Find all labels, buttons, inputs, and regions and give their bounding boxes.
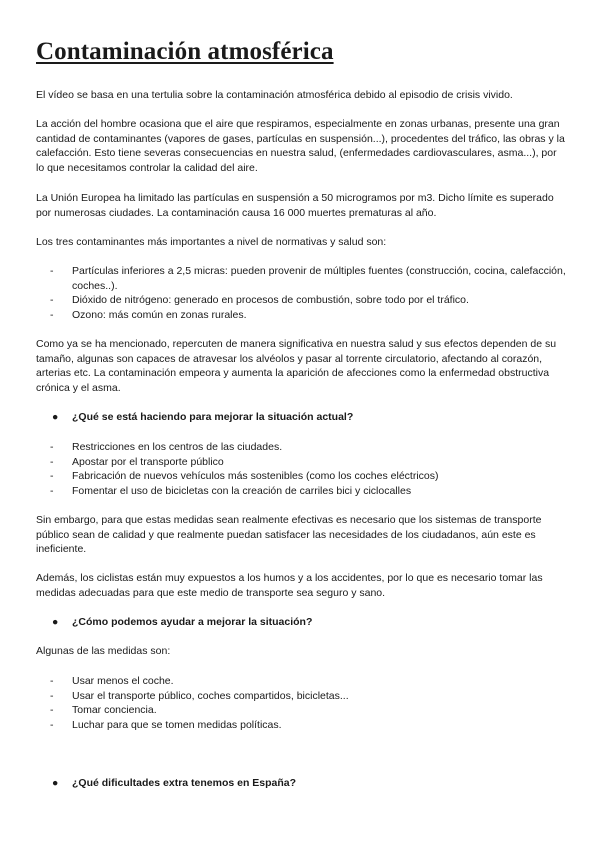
measures-intro: Algunas de las medidas son:: [36, 645, 171, 657]
list-item: - Apostar por el transporte público: [36, 455, 566, 470]
human-action-paragraph: La acción del hombre ocasiona que el aire que respiramos, especialmente en zonas urbanas, presente una gran cantidad de contaminantes (vapores de gases, partículas en suspensión...), procedentes del tráfico, las obras y la calefacción. Esto tiene severas consecuencias en nuestra salud, (enfermedades cardiovasculares, asma...), por lo que necesitamos controlar la calidad del aire.: [36, 118, 565, 174]
bullet-icon: ●: [52, 411, 59, 423]
list-item: - Usar menos el coche.: [36, 674, 566, 689]
measures-list: [36, 674, 566, 732]
contaminants-list: [36, 264, 566, 322]
list-item: - Partículas inferiores a 2,5 micras: pueden provenir de múltiples fuentes (construcción, cocina, calefacción, coches..).: [36, 264, 566, 293]
question-text: ¿Qué dificultades extra tenemos en España?: [72, 777, 297, 789]
list-item: - Usar el transporte público, coches compartidos, bicicletas...: [36, 689, 566, 704]
question-heading-how-to-help: [36, 615, 600, 630]
question-heading-spain-difficulties: [36, 776, 600, 791]
bullet-icon: ●: [52, 777, 59, 789]
question-heading-current-situation: [36, 410, 600, 425]
question-text: ¿Cómo podemos ayudar a mejorar la situación?: [72, 616, 313, 628]
intro-paragraph: El vídeo se basa en una tertulia sobre la contaminación atmosférica debido al episodio de crisis vivido.: [36, 89, 513, 101]
contaminants-intro: Los tres contaminantes más importantes a nivel de normativas y salud son:: [36, 236, 387, 248]
page-title: Contaminación atmosférica: [36, 38, 334, 65]
bullet-icon: ●: [52, 616, 59, 628]
cyclists-paragraph: Además, los ciclistas están muy expuestos a los humos y a los accidentes, por lo que es necesario tomar las medidas adecuadas para que este medio de transporte sea seguro y sano.: [36, 572, 543, 599]
list-item: - Tomar conciencia.: [36, 703, 566, 718]
public-transport-paragraph: Sin embargo, para que estas medidas sean realmente efectivas es necesario que los sistemas de transporte público sean de calidad y que realmente puedan satisfacer las necesidades de los ciudadanos, aún este es ineficiente.: [36, 514, 542, 556]
question-text: ¿Qué se está haciendo para mejorar la situación actual?: [72, 411, 354, 423]
list-item: - Dióxido de nitrógeno: generado en procesos de combustión, sobre todo por el tráfico.: [36, 293, 566, 308]
health-effects-paragraph: Como ya se ha mencionado, repercuten de manera significativa en nuestra salud y sus efectos dependen de su tamaño, algunas son capaces de atravesar los alvéolos y pasar al torrente circulatorio, afectando al corazón, arterias etc. La contaminación empeora y aumenta la aparición de afecciones como la enfermedad obstructiva crónica y el asma.: [36, 338, 557, 394]
list-item: - Fomentar el uso de bicicletas con la creación de carriles bici y ciclocalles: [36, 484, 566, 499]
list-item: - Fabricación de nuevos vehículos más sostenibles (como los coches eléctricos): [36, 469, 566, 484]
list-item: - Ozono: más común en zonas rurales.: [36, 308, 566, 323]
actions-list: [36, 440, 566, 498]
list-item: - Luchar para que se tomen medidas políticas.: [36, 718, 566, 733]
eu-limit-paragraph: La Unión Europea ha limitado las partículas en suspensión a 50 microgramos por m3. Dicho límite es superado por numerosas ciudades. La contaminación causa 16 000 muertes prematuras al año.: [36, 192, 554, 219]
list-item: - Restricciones en los centros de las ciudades.: [36, 440, 566, 455]
